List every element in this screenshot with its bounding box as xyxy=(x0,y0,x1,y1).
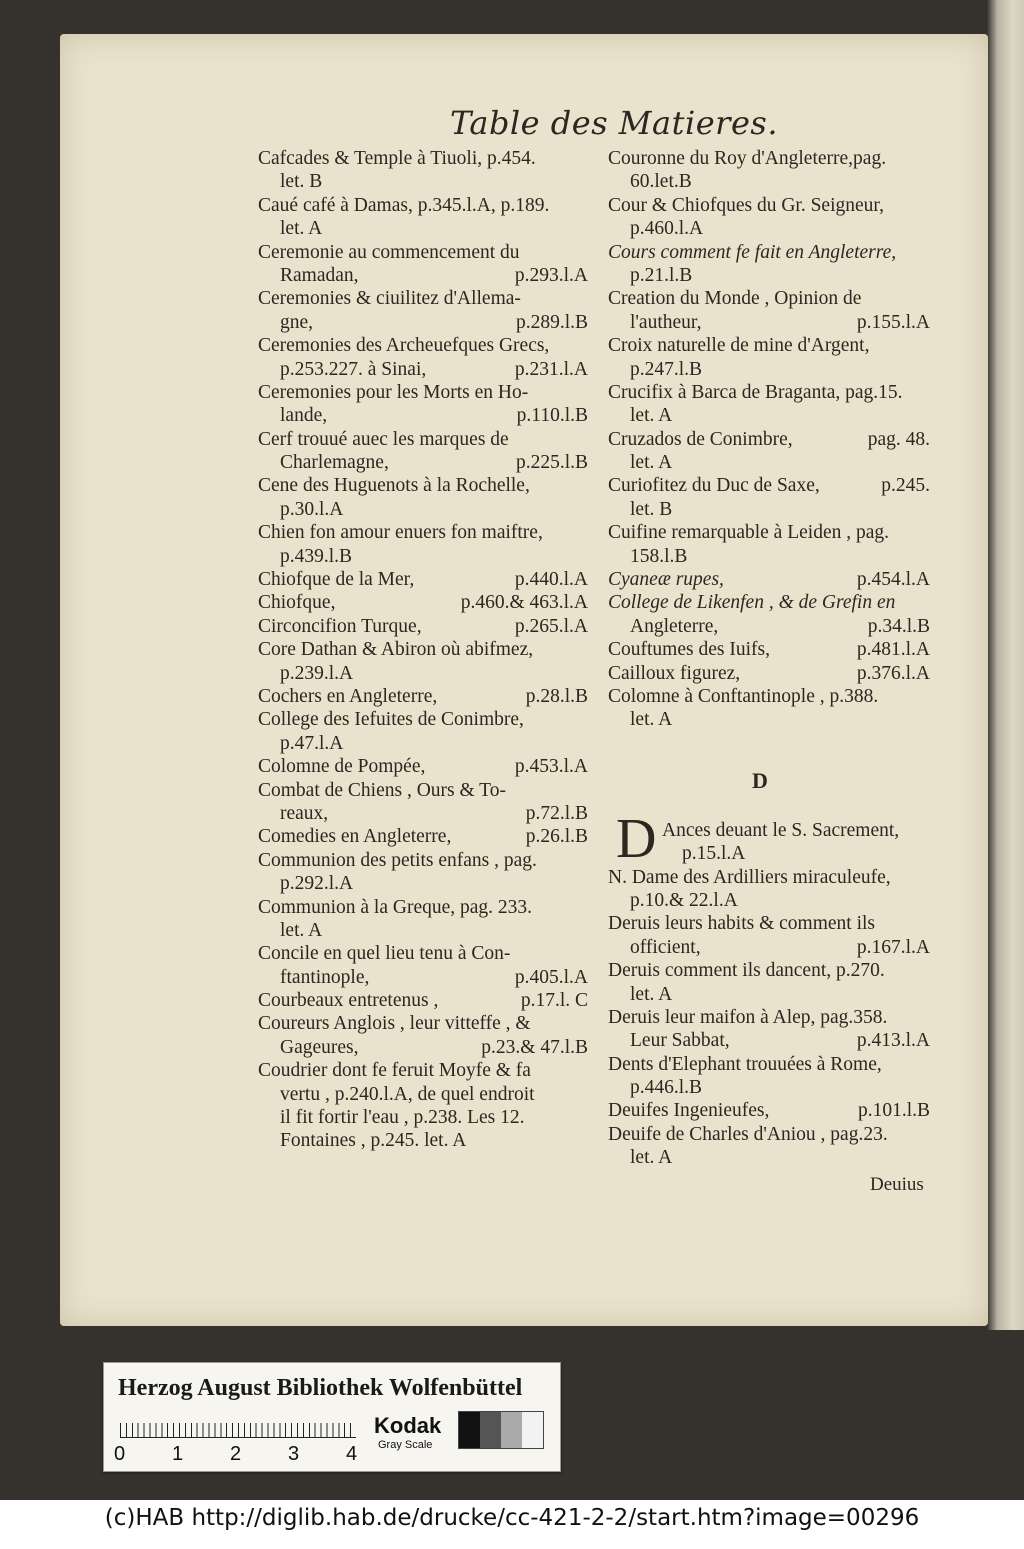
entry-continuation-line: let. A xyxy=(630,405,673,427)
index-entry xyxy=(258,685,588,708)
entry-continuation-line xyxy=(258,451,588,474)
entry-continuation-line: p.439.l.B xyxy=(280,545,353,567)
entry-continuation-line xyxy=(258,311,588,334)
page-reference: p.231.l.A xyxy=(514,358,588,380)
page-reference: p.155.l.A xyxy=(856,311,930,333)
entry-heading-line: Deuife de Charles d'Aniou , pag.23. xyxy=(608,1123,888,1145)
entry-continuation-line xyxy=(608,311,930,334)
entry-heading-line xyxy=(258,989,588,1012)
entry-continuation-line xyxy=(258,264,588,287)
entry-heading-line xyxy=(258,685,588,708)
drop-cap: D xyxy=(616,808,657,870)
index-entry xyxy=(258,896,588,943)
entry-heading-line: Ances deuant le S. Sacrement, xyxy=(662,819,900,841)
entry-heading-line xyxy=(608,638,930,661)
index-entry xyxy=(258,474,588,521)
entry-heading-line: Couronne du Roy d'Angleterre,pag. xyxy=(608,148,887,169)
entry-text: Circoncifion Turque, xyxy=(258,615,422,637)
source-url: (c)HAB http://diglib.hab.de/drucke/cc-421-2-2/start.htm?image=00296 xyxy=(104,1505,920,1531)
entry-continuation-line: let. A xyxy=(280,218,323,240)
section-d-entries xyxy=(608,819,930,1170)
index-entry xyxy=(258,615,588,638)
entry-heading-line: Creation du Monde , Opinion de xyxy=(608,288,862,310)
gray-swatch xyxy=(522,1412,543,1448)
entry-text: p.253.227. à Sinai, xyxy=(280,358,427,380)
entry-continuation-line: p.239.l.A xyxy=(280,662,354,684)
index-entry xyxy=(258,638,588,685)
page-reference: p.17.l. C xyxy=(520,990,588,1012)
ruler-number: 1 xyxy=(172,1443,184,1465)
entry-heading-line: Ceremonies des Archeuefques Grecs, xyxy=(258,335,550,357)
gray-swatch xyxy=(501,1412,522,1448)
index-entry xyxy=(258,989,588,1012)
entry-text: Curiofitez du Duc de Saxe, xyxy=(608,475,820,497)
page-reference: p.167.l.A xyxy=(856,936,930,958)
entry-text: Couftumes des Iuifs, xyxy=(608,639,770,661)
catchword: Deuius xyxy=(870,1174,924,1195)
entry-heading-line: Cafcades & Temple à Tiuoli, p.454. xyxy=(258,148,536,169)
index-entry xyxy=(258,381,588,428)
entry-continuation-line xyxy=(608,1029,930,1052)
index-entry xyxy=(258,521,588,568)
entry-continuation-line: let. B xyxy=(630,498,673,520)
index-entry xyxy=(258,568,588,591)
page-title: Table des Matieres. xyxy=(450,104,778,142)
entry-heading-line: Colomne à Conftantinople , p.388. xyxy=(608,685,879,707)
index-entry xyxy=(608,591,930,638)
page-reference: p.225.l.B xyxy=(515,452,588,474)
page-reference: p.413.l.A xyxy=(856,1030,930,1052)
entry-continuation-line xyxy=(258,802,588,825)
entry-continuation-line xyxy=(258,966,588,989)
index-entry xyxy=(258,825,588,848)
adjacent-page-edge xyxy=(986,0,1024,1330)
entry-heading-line xyxy=(608,428,930,451)
entry-continuation-line xyxy=(258,1036,588,1059)
entry-text: Angleterre, xyxy=(630,615,719,637)
entry-text: Cyaneæ rupes, xyxy=(608,569,724,591)
index-entry xyxy=(608,1006,930,1053)
page-reference: pag. 48. xyxy=(867,428,930,450)
entry-heading-line: Ceremonies pour les Morts en Ho- xyxy=(258,381,529,403)
index-entry xyxy=(608,287,930,334)
entry-continuation-line: p.15.l.A xyxy=(682,843,746,865)
entry-continuation-line xyxy=(258,358,588,381)
entry-heading-line: College des Iefuites de Conimbre, xyxy=(258,709,524,731)
entry-heading-line: Chien fon amour enuers fon maiftre, xyxy=(258,522,543,544)
entry-heading-line: Cerf trouué auec les marques de xyxy=(258,428,509,450)
entry-text: Chiofque, xyxy=(258,592,336,614)
index-entry xyxy=(608,428,930,475)
entry-heading-line xyxy=(608,662,930,685)
entry-heading-line xyxy=(258,568,588,591)
entry-continuation-line: 60.let.B xyxy=(630,171,692,193)
index-entry xyxy=(608,381,930,428)
gray-swatch xyxy=(480,1412,501,1448)
index-entry xyxy=(608,662,930,685)
page-reference: p.405.l.A xyxy=(514,966,588,988)
entry-text: Deuifes Ingenieufes, xyxy=(608,1100,770,1122)
entry-text: lande, xyxy=(280,405,328,427)
page-reference: p.245. xyxy=(881,475,930,497)
entry-text: Colomne de Pompée, xyxy=(258,756,426,778)
entry-heading-line xyxy=(258,825,588,848)
entry-heading-line xyxy=(258,591,588,614)
entry-text: gne, xyxy=(280,311,314,333)
ruler-scale xyxy=(120,1413,356,1438)
index-entry xyxy=(608,334,930,381)
page-reference: p.481.l.A xyxy=(856,639,930,661)
gray-swatch xyxy=(459,1412,480,1448)
entry-heading-line: Cours comment fe fait en Angleterre, xyxy=(608,241,897,263)
entry-continuation-line: let. A xyxy=(280,919,323,941)
index-entry xyxy=(258,428,588,475)
entry-continuation-line xyxy=(258,404,588,427)
index-entry xyxy=(608,568,930,591)
page-reference: p.453.l.A xyxy=(514,756,588,778)
index-entry xyxy=(258,942,588,989)
index-entry xyxy=(258,779,588,826)
entry-heading-line: N. Dame des Ardilliers miraculeufe, xyxy=(608,866,891,888)
index-column-right xyxy=(608,147,930,1170)
entry-continuation-line: p.292.l.A xyxy=(280,873,354,895)
entry-text: officient, xyxy=(630,936,701,958)
index-entry xyxy=(608,866,930,913)
page-reference: p.34.l.B xyxy=(867,615,930,637)
entry-text: Comedies en Angleterre, xyxy=(258,826,452,848)
section-heading-d: D xyxy=(752,768,768,793)
entry-heading-line xyxy=(258,615,588,638)
index-entry xyxy=(258,241,588,288)
entry-heading-line: Caué café à Damas, p.345.l.A, p.189. xyxy=(258,194,550,216)
index-entry xyxy=(258,1012,588,1059)
page-reference: p.23.& 47.l.B xyxy=(481,1036,588,1058)
page-reference: p.376.l.A xyxy=(856,662,930,684)
index-entry xyxy=(608,1053,930,1100)
entry-continuation-line: vertu , p.240.l.A, de quel endroit xyxy=(280,1083,535,1105)
entry-continuation-line: p.247.l.B xyxy=(630,358,703,380)
entry-heading-line: Deruis leur maifon à Alep, pag.358. xyxy=(608,1006,888,1028)
calibration-card xyxy=(103,1362,561,1472)
page-reference: p.72.l.B xyxy=(525,802,588,824)
entry-text: Cailloux figurez, xyxy=(608,662,741,684)
entry-continuation-line: p.21.l.B xyxy=(630,264,693,286)
page-reference: p.110.l.B xyxy=(516,405,588,427)
entry-text: Chiofque de la Mer, xyxy=(258,569,415,591)
index-entry xyxy=(258,334,588,381)
index-entry xyxy=(258,287,588,334)
entry-heading-line: Concile en quel lieu tenu à Con- xyxy=(258,943,511,965)
page-reference: p.265.l.A xyxy=(514,615,588,637)
entry-continuation-line xyxy=(608,936,930,959)
entry-heading-line: Communion des petits enfans , pag. xyxy=(258,849,537,871)
entry-heading-line: Crucifix à Barca de Braganta, pag.15. xyxy=(608,381,903,403)
entry-heading-line: Ceremonies & ciuilitez d'Allema- xyxy=(258,288,521,310)
index-entry xyxy=(608,638,930,661)
entry-continuation-line: p.10.& 22.l.A xyxy=(630,889,738,911)
index-entry xyxy=(258,591,588,614)
entry-text: l'autheur, xyxy=(630,311,702,333)
entry-text: Courbeaux entretenus , xyxy=(258,990,439,1012)
entry-heading-line: Cuifine remarquable à Leiden , pag. xyxy=(608,522,890,544)
entry-continuation-line: 158.l.B xyxy=(630,545,688,567)
page-reference: p.26.l.B xyxy=(525,826,588,848)
ruler-number: 4 xyxy=(346,1443,358,1465)
index-entry xyxy=(608,241,930,288)
ruler-number: 0 xyxy=(114,1443,126,1465)
ruler-numbers xyxy=(114,1443,374,1465)
entry-continuation-line: il fit fortir l'eau , p.238. Les 12. xyxy=(280,1107,525,1129)
entry-continuation-line: p.446.l.B xyxy=(630,1077,703,1099)
index-entry xyxy=(258,147,588,194)
entry-heading-line xyxy=(608,568,930,591)
entry-text: Leur Sabbat, xyxy=(630,1030,730,1052)
entry-text: Ramadan, xyxy=(280,264,359,286)
page-reference: p.460.& 463.l.A xyxy=(460,592,588,614)
entry-text: reaux, xyxy=(280,802,329,824)
library-name: Herzog August Bibliothek Wolfenbüttel xyxy=(118,1375,523,1401)
index-entry xyxy=(258,755,588,778)
entry-text: Gageures, xyxy=(280,1036,359,1058)
page-reference: p.440.l.A xyxy=(514,569,588,591)
index-entry xyxy=(608,1099,930,1122)
entry-continuation-line: let. A xyxy=(630,709,673,731)
entry-text: ftantinople, xyxy=(280,966,370,988)
entry-heading-line: Dents d'Elephant trouuées à Rome, xyxy=(608,1053,882,1075)
ruler-number: 2 xyxy=(230,1443,242,1465)
entry-text: Charlemagne, xyxy=(280,452,389,474)
entry-continuation-line: let. A xyxy=(630,452,673,474)
page-reference: p.454.l.A xyxy=(856,569,930,591)
entry-heading-line xyxy=(608,474,930,497)
index-entry xyxy=(608,912,930,959)
entry-heading-line: Combat de Chiens , Ours & To- xyxy=(258,779,506,801)
entry-continuation-line: Fontaines , p.245. let. A xyxy=(280,1130,467,1152)
entry-heading-line: Communion à la Greque, pag. 233. xyxy=(258,896,533,918)
entry-continuation-line xyxy=(608,615,930,638)
index-entry xyxy=(608,194,930,241)
entry-heading-line: Deruis comment ils dancent, p.270. xyxy=(608,960,885,982)
entry-heading-line: Coudrier dont fe feruit Moyfe & fa xyxy=(258,1060,531,1082)
entry-heading-line: Cour & Chiofques du Gr. Seigneur, xyxy=(608,194,884,216)
index-entry xyxy=(258,708,588,755)
page-reference: p.101.l.B xyxy=(857,1100,930,1122)
index-entry xyxy=(258,194,588,241)
index-entry xyxy=(258,1059,588,1153)
gray-scale-label: Gray Scale xyxy=(378,1439,433,1451)
entry-heading-line: Ceremonie au commencement du xyxy=(258,241,520,263)
index-entry xyxy=(608,474,930,521)
entry-heading-line: Deruis leurs habits & comment ils xyxy=(608,913,876,935)
entry-continuation-line: p.460.l.A xyxy=(630,218,704,240)
entry-heading-line: Coureurs Anglois , leur vitteffe , & xyxy=(258,1013,531,1035)
entry-text: Cruzados de Conimbre, xyxy=(608,428,793,450)
ruler-number: 3 xyxy=(288,1443,300,1465)
entry-continuation-line: p.30.l.A xyxy=(280,498,344,520)
entry-heading-line: Croix naturelle de mine d'Argent, xyxy=(608,335,870,357)
entry-text: Cochers en Angleterre, xyxy=(258,685,438,707)
entry-continuation-line: let. A xyxy=(630,983,673,1005)
index-entry xyxy=(258,849,588,896)
gray-scale-swatches xyxy=(458,1411,544,1449)
entry-continuation-line: p.47.l.A xyxy=(280,732,344,754)
index-entry xyxy=(608,147,930,194)
section-gap xyxy=(608,732,930,819)
index-entry xyxy=(608,521,930,568)
kodak-logo: Kodak xyxy=(374,1413,442,1438)
page-reference: p.289.l.B xyxy=(515,311,588,333)
entry-heading-line xyxy=(608,1099,930,1122)
entry-heading-line xyxy=(258,755,588,778)
entry-continuation-line: let. B xyxy=(280,171,323,193)
index-column-left xyxy=(258,147,588,1153)
entry-heading-line: Cene des Huguenots à la Rochelle, xyxy=(258,475,530,497)
entry-heading-line: Core Dathan & Abiron où abifmez, xyxy=(258,639,534,661)
index-entry xyxy=(608,959,930,1006)
index-entry xyxy=(608,1123,930,1170)
page-reference: p.28.l.B xyxy=(525,685,588,707)
index-entry xyxy=(608,685,930,732)
page-reference: p.293.l.A xyxy=(514,264,588,286)
entry-continuation-line: let. A xyxy=(630,1147,673,1169)
entry-heading-line: College de Likenfen , & de Grefin en xyxy=(608,592,896,614)
